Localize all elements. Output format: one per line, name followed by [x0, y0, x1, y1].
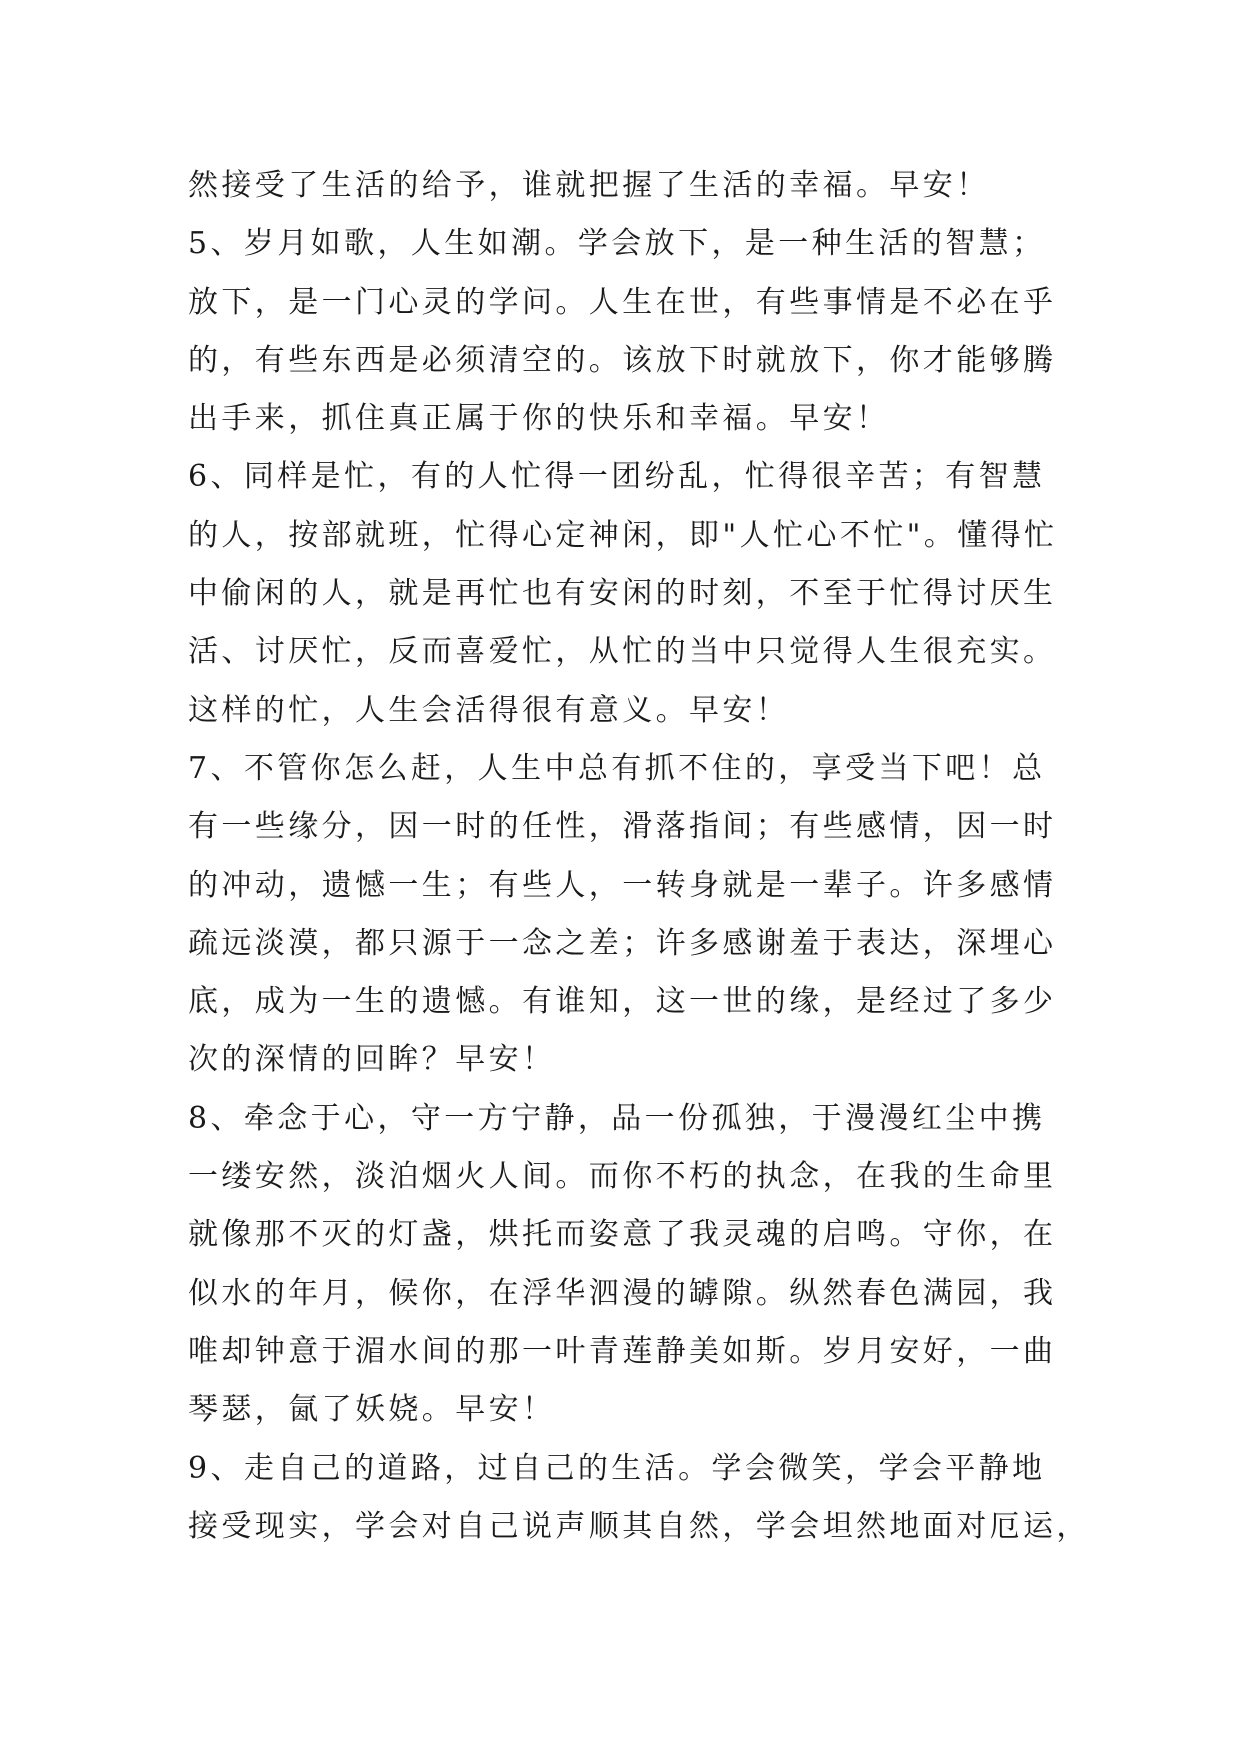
body-text — [188, 157, 1088, 1556]
text-line: 出手来，抓住真正属于你的快乐和幸福。早安！ — [188, 401, 890, 437]
text-line: 唯却钟意于湄水间的那一叶青莲静美如斯。岁月安好，一曲 — [188, 1333, 1057, 1369]
text-line: 的，有些东西是必须清空的。该放下时就放下，你才能够腾 — [188, 342, 1057, 378]
text-line: 中偷闲的人，就是再忙也有安闲的时刻，不至于忙得讨厌生 — [188, 576, 1057, 612]
text-line: 似水的年月，候你，在浮华泗漫的罅隙。纵然春色满园，我 — [188, 1275, 1057, 1311]
text-line: 次的深情的回眸？早安！ — [188, 1042, 556, 1078]
text-line: 然接受了生活的给予，谁就把握了生活的幸福。早安！ — [188, 168, 990, 203]
text-line: 9、走自己的道路，过自己的生活。学会微笑，学会平静地 — [188, 1450, 1046, 1486]
text-line: 8、牵念于心，守一方宁静，品一份孤独，于漫漫红尘中携 — [188, 1100, 1046, 1136]
text-line: 琴瑟，氤了妖娆。早安！ — [188, 1392, 556, 1428]
text-line: 一缕安然，淡泊烟火人间。而你不朽的执念，在我的生命里 — [188, 1159, 1057, 1195]
text-line: 底，成为一生的遗憾。有谁知，这一世的缘，是经过了多少 — [188, 984, 1057, 1020]
text-line: 就像那不灭的灯盏，烘托而姿意了我灵魂的启鸣。守你，在 — [188, 1217, 1057, 1253]
text-line: 的冲动，遗憾一生；有些人，一转身就是一辈子。许多感情 — [188, 867, 1057, 903]
text-line: 6、同样是忙，有的人忙得一团纷乱，忙得很辛苦；有智慧 — [188, 459, 1046, 495]
text-line: 接受现实，学会对自己说声顺其自然，学会坦然地面对厄运， — [188, 1508, 1090, 1544]
text-line: 5、岁月如歌，人生如潮。学会放下，是一种生活的智慧； — [188, 226, 1046, 262]
text-line: 7、不管你怎么赶，人生中总有抓不住的，享受当下吧！总 — [188, 750, 1046, 786]
text-line: 这样的忙，人生会活得很有意义。早安！ — [188, 692, 790, 728]
text-line: 放下，是一门心灵的学问。人生在世，有些事情是不必在乎 — [188, 284, 1057, 320]
text-line: 的人，按部就班，忙得心定神闲，即"人忙心不忙"。懂得忙 — [188, 517, 1058, 553]
text-line: 活、讨厌忙，反而喜爱忙，从忙的当中只觉得人生很充实。 — [188, 634, 1057, 670]
text-line: 有一些缘分，因一时的任性，滑落指间；有些感情，因一时 — [188, 809, 1057, 845]
text-line: 疏远淡漠，都只源于一念之差；许多感谢羞于表达，深埋心 — [188, 925, 1057, 961]
